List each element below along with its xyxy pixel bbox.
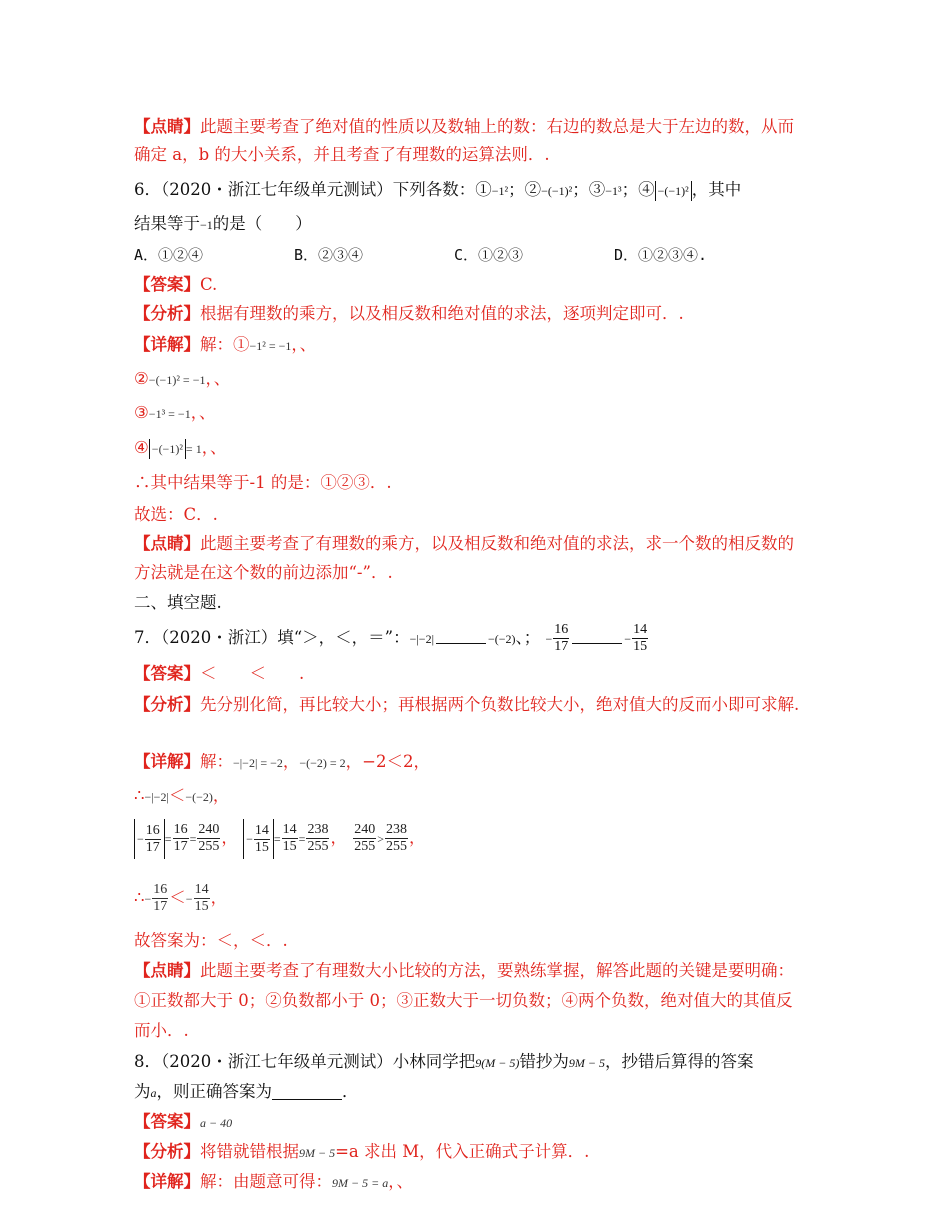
- option-b: B．②③④: [294, 246, 364, 264]
- detail-7-step-4: ∴− $\frac{16}{17}$ ＜− $\frac{14}{15}$ ，: [134, 882, 228, 914]
- detail-6-step-4: ④ −(−1)² = 1，、: [134, 438, 227, 457]
- question-8-line-2: 为a，则正确答案为 ．: [134, 1082, 359, 1101]
- detail-7-answer: 故答案为：＜，＜．.: [134, 931, 288, 950]
- detail-6-conclusion: ∴其中结果等于-1 的是：①②③．.: [134, 473, 392, 492]
- analysis-8: 【分析】将错就错根据9M − 5=a 求出 M，代入正确式子计算．.: [134, 1142, 590, 1161]
- analysis-6: 【分析】根据有理数的乘方，以及相反数和绝对值的求法，逐项判定即可．.: [134, 304, 684, 323]
- remark-7-line-2: ①正数都大于 0；②负数都小于 0；③正数大于一切负数；④两个负数，绝对值大的其值反: [134, 991, 793, 1010]
- detail-6-step-3: ③−1³ = −1，、: [134, 403, 216, 422]
- question-6-line-2: 结果等于−1的是（ ）: [134, 214, 312, 233]
- answer-6: 【答案】C.: [134, 275, 218, 294]
- option-c: C．①②③: [454, 246, 524, 264]
- section-heading: 二、填空题.: [134, 593, 222, 612]
- detail-7: 【详解】解：−|−2| = −2，−(−2) = 2，−2＜2，: [134, 752, 430, 771]
- option-a: A．①②④: [134, 246, 204, 264]
- remark-7-line-3: 而小．.: [134, 1021, 189, 1040]
- analysis-7: 【分析】先分别化简，再比较大小；再根据两个负数比较大小，绝对值大的反而小即可求解.: [134, 695, 800, 714]
- detail-7-step-2: ∴−|−2|＜−(−2)，: [134, 786, 230, 805]
- answer-7: 【答案】＜ ＜ .: [134, 664, 305, 683]
- remark-line-1: 【点睛】此题主要考查了绝对值的性质以及数轴上的数：右边的数总是大于左边的数，从而: [134, 117, 794, 136]
- question-8: 8．（2020・浙江七年级单元测试）小林同学把9(M − 5)错抄为9M − 5，抄错后算得的答案: [134, 1052, 754, 1071]
- detail-6-choice: 故选：C．.: [134, 505, 218, 524]
- detail-7-fractions: − $\frac{16}{17}$ = $\frac{16}{17}$ = $\frac{240}{255}$ ， − $\frac{14}{15}$ = $\frac{14}{15}$ = $\frac{238}{255}$ ， $\frac{240}{255}$ > $\frac{238}{255}$ ，: [134, 818, 425, 859]
- option-d: D．①②③④.: [614, 246, 708, 264]
- question-6: 6．（2020・浙江七年级单元测试）下列各数：①−1²；②−(−1)²；③−1³；④ −(−1)² ，其中: [134, 180, 742, 199]
- question-7: 7．（2020・浙江）填“＞，＜，＝”：−|−2| −(−2)、； − $\frac{16}{17}$ − $\frac{14}{15}$: [134, 622, 648, 654]
- remark-6-line-2: 方法就是在这个数的前边添加“-”．.: [134, 563, 393, 582]
- remark-line-2: 确定 a，b 的大小关系，并且考查了有理数的运算法则．.: [134, 145, 550, 164]
- detail-6: 【详解】解：①−1² = −1，、: [134, 335, 317, 354]
- remark-7: 【点睛】此题主要考查了有理数大小比较的方法，要熟练掌握，解答此题的关键是要明确：: [134, 961, 794, 980]
- remark-6: 【点睛】此题主要考查了有理数的乘方，以及相反数和绝对值的求法，求一个数的相反数的: [134, 534, 794, 553]
- detail-6-step-2: ②−(−1)² = −1，、: [134, 369, 231, 388]
- answer-blank: [272, 1085, 342, 1100]
- detail-8: 【详解】解：由题意可得：9M − 5 = a，、: [134, 1172, 413, 1191]
- answer-8: 【答案】a − 40: [134, 1112, 233, 1131]
